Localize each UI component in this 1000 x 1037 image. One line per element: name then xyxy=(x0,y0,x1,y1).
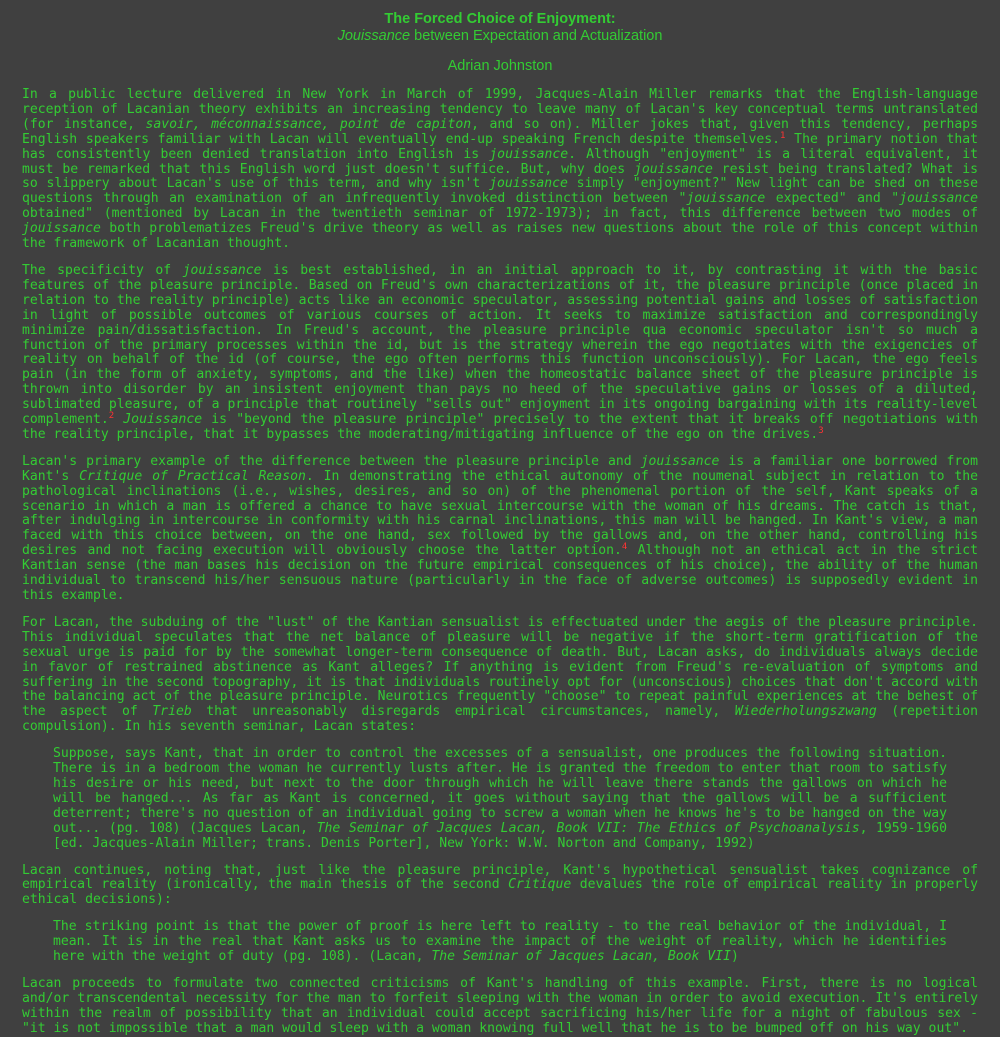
italic-text: Critique xyxy=(508,877,572,893)
italic-text: savoir, méconnaissance, point de capiton xyxy=(145,116,472,132)
text: devalues the role of empirical reality in properly ethical decisions): xyxy=(22,877,978,908)
text: is a familiar one borrowed from Kant's xyxy=(22,453,978,484)
subtitle-italic: Jouissance xyxy=(337,28,411,44)
text: (repetition compulsion). In his seventh seminar, Lacan states: xyxy=(22,704,978,735)
italic-text: jouissance xyxy=(182,262,262,278)
text: In a public lecture delivered in New York in March of 1999, Jacques-Alain Miller remarks that the English-language reception of Lacanian theory exhibits an increasing tendency to leave many of Lacan's key conceptual terms untranslated (for instance, xyxy=(22,87,978,132)
text: , 1959-1960 [ed. Jacques-Alain Miller; trans. Denis Porter], New York: W.W. Norton and Company, 1992) xyxy=(53,820,947,851)
text: obtained" (mentioned by Lacan in the twentieth seminar of 1972-1973); in fact, this difference between two modes of xyxy=(22,206,978,222)
paragraph-6 xyxy=(22,977,978,1037)
text: , and so on). Miller jokes that, given this tendency, perhaps English speakers familiar with Lacan will eventually end-up speaking French despite themselves. xyxy=(22,116,979,147)
italic-text: jouissance xyxy=(634,161,713,177)
text: both problematizes Freud's drive theory as well as raises new questions about the role of this concept within the framework of Lacanian thought. xyxy=(22,221,978,252)
text: is "beyond the pleasure principle" precisely to the extent that it breaks off negotiations with the reality principle, that it bypasses the moderating/mitigating influence of the ego on the drives. xyxy=(22,412,978,442)
document-subtitle xyxy=(22,28,978,45)
footnote-link[interactable]: 2 xyxy=(108,411,115,422)
italic-text: Critique of Practical Reason xyxy=(79,468,306,484)
text: . In demonstrating the ethical autonomy of the noumenal subject in relation to the pathological inclinations (i.e., wishes, desires, and so on) of the phenomenal portion of the self, Kant speaks of a scenario in which a man is offered a chance to have sexual intercourse with the woman of his dreams. The catch is that, after indulging in intercourse in conformity with his carnal inclinations, this man will be hanged. In Kant's view, a man faced with this choice between, on the one hand, sex followed by the gallows and, on the other hand, controlling his desires and not facing execution will obviously choose the latter option. xyxy=(22,468,978,559)
text: The primary notion that has consistently been denied translation into English is xyxy=(22,131,978,162)
text: Although not an ethical act in the strict Kantian sense (the man bases his decision on the future empirical consequences of his choice), the ability of the human individual to transcend his/her sensuous nature (particularly in the face of adverse outcomes) is supposedly evident in this example. xyxy=(22,543,978,603)
text: that unreasonably disregards empirical circumstances, namely, xyxy=(191,704,735,720)
footnote-link[interactable]: 3 xyxy=(818,425,824,436)
footnote-link[interactable]: 1 xyxy=(780,130,786,141)
italic-text: jouissance xyxy=(489,176,568,192)
text: Lacan proceeds to formulate two connected criticisms of Kant's handling of this example. First, there is no logical and/or transcendental necessity for the man to forfeit sleeping with the woman in order to avoid execution. It's entirely within the realm of possibility that an individual could accept sacrificing his/her life for a night of fabulous sex - "it is not impossible that a man would sleep with a woman knowing full well that he is to be bumped off on his way out". xyxy=(22,975,978,1036)
paragraph-2 xyxy=(22,264,978,443)
text: The striking point is that the power of proof is here left to reality - to the real behavior of the individual, I mean. It is in the real that Kant asks us to examine the impact of the weight of reality, which he identifies here with the weight of duty (pg. 108). (Lacan, xyxy=(53,919,947,965)
italic-text: The Seminar of Jacques Lacan, Book VII: The Ethics of Psychoanalysis xyxy=(316,820,860,836)
italic-text: Wiederholungszwang xyxy=(734,704,877,720)
document-author: Adrian Johnston xyxy=(447,58,553,74)
italic-text: jouissance xyxy=(640,453,720,469)
text: For Lacan, the subduing of the "lust" of the Kantian sensualist is effectuated under the aegis of the pleasure principle. This individual speculates that the net balance of pleasure will be negative if the short-term gratification of the sexual urge is paid for by the somewhat longer-term consequence of death. But, Lacan asks, do individuals always decide in favor of restrained abstinence as Kant alleges? If anything is evident from Freud's re-evaluation of symptoms and suffering in the second topography, it is that individuals routinely opt for (unconscious) choices that don't accord with the balancing act of the pleasure principle. Neurotics frequently "choose" to repeat painful experiences at the behest of the aspect of xyxy=(22,614,978,720)
text: simply "enjoyment?" New light can be shed on these questions through an examination of an infrequently invoked distinction between " xyxy=(22,176,978,207)
text: is best established, in an initial approach to it, by contrasting it with the basic features of the pleasure principle. Based on Freud's own characterizations of it, the pleasure principle (once placed in relation to the reality principle) acts like an economic speculator, assessing potential gains and losses of satisfaction in light of possible outcomes of various courses of action. It seeks to maximize satisfaction and correspondingly minimize pain/dissatisfaction. In Freud's account, the pleasure principle qua economic speculator isn't so much a function of the primary processes within the id, but is the strategy wherein the ego negotiates with the exigencies of reality on behalf of the id (of course, the ego often performs this function unconsciously). For Lacan, the ego feels pain (in the form of anxiety, symptoms, and the like) when the homeostatic balance sheet of the pleasure principle is thrown into disorder by an insistent enjoyment than pays no heed of the speculative gains or losses of a diluted, sublimated pleasure, of a principle that routinely "sells out" enjoyment in its ongoing bargaining with its reality-level complement. xyxy=(22,262,979,428)
italic-text: jouissance xyxy=(489,146,569,162)
italic-text: Trieb xyxy=(152,704,192,720)
text: ) xyxy=(730,949,739,965)
text: The specificity of xyxy=(22,262,183,278)
block-quote-1 xyxy=(53,747,947,851)
text: Lacan continues, noting that, just like the pleasure principle, Kant's hypothetical sensualist takes cognizance of empirical reality (ironically, the main thesis of the second xyxy=(22,862,978,893)
text: Suppose, says Kant, that in order to control the excesses of a sensualist, one produces the following situation. There is in a bedroom the woman he currently lusts after. He is granted the freedom to enter that room to satisfy his desire or his need, but next to the door through which he will leave there stands the gallows on which he will be hanged... As far as Kant is concerned, it goes without saying that the gallows will be a sufficient deterrent; there's no question of an individual going to screw a woman when he knows he's to be hanged on the way out... (pg. 108) (Jacques Lacan, xyxy=(53,746,947,836)
text: Lacan's primary example of the difference between the pleasure principle and xyxy=(22,453,641,469)
italic-text: jouissance xyxy=(686,191,766,207)
footnote-link[interactable]: 4 xyxy=(621,542,628,553)
italic-text: Jouissance xyxy=(123,412,203,428)
paragraph-5 xyxy=(22,864,978,909)
text: resist being translated? What is so slippery about Lacan's use of this term, and why isn't xyxy=(22,161,978,192)
paragraph-1 xyxy=(22,88,978,252)
title-block xyxy=(22,11,978,75)
paragraph-4 xyxy=(22,616,978,735)
italic-text: jouissance xyxy=(22,221,101,237)
text xyxy=(114,412,123,427)
subtitle-text: between Expectation and Actualization xyxy=(410,28,663,44)
block-quote-2 xyxy=(53,920,947,965)
paragraph-3 xyxy=(22,455,978,604)
document-title: The Forced Choice of Enjoyment: xyxy=(384,11,616,27)
italic-text: The Seminar of Jacques Lacan, Book VII xyxy=(431,949,731,965)
text: . Although "enjoyment" is a literal equivalent, it must be remarked that this English word just doesn't suffice. But, why does xyxy=(22,146,979,177)
text: expected" and " xyxy=(765,191,900,207)
italic-text: jouissance xyxy=(899,191,978,207)
